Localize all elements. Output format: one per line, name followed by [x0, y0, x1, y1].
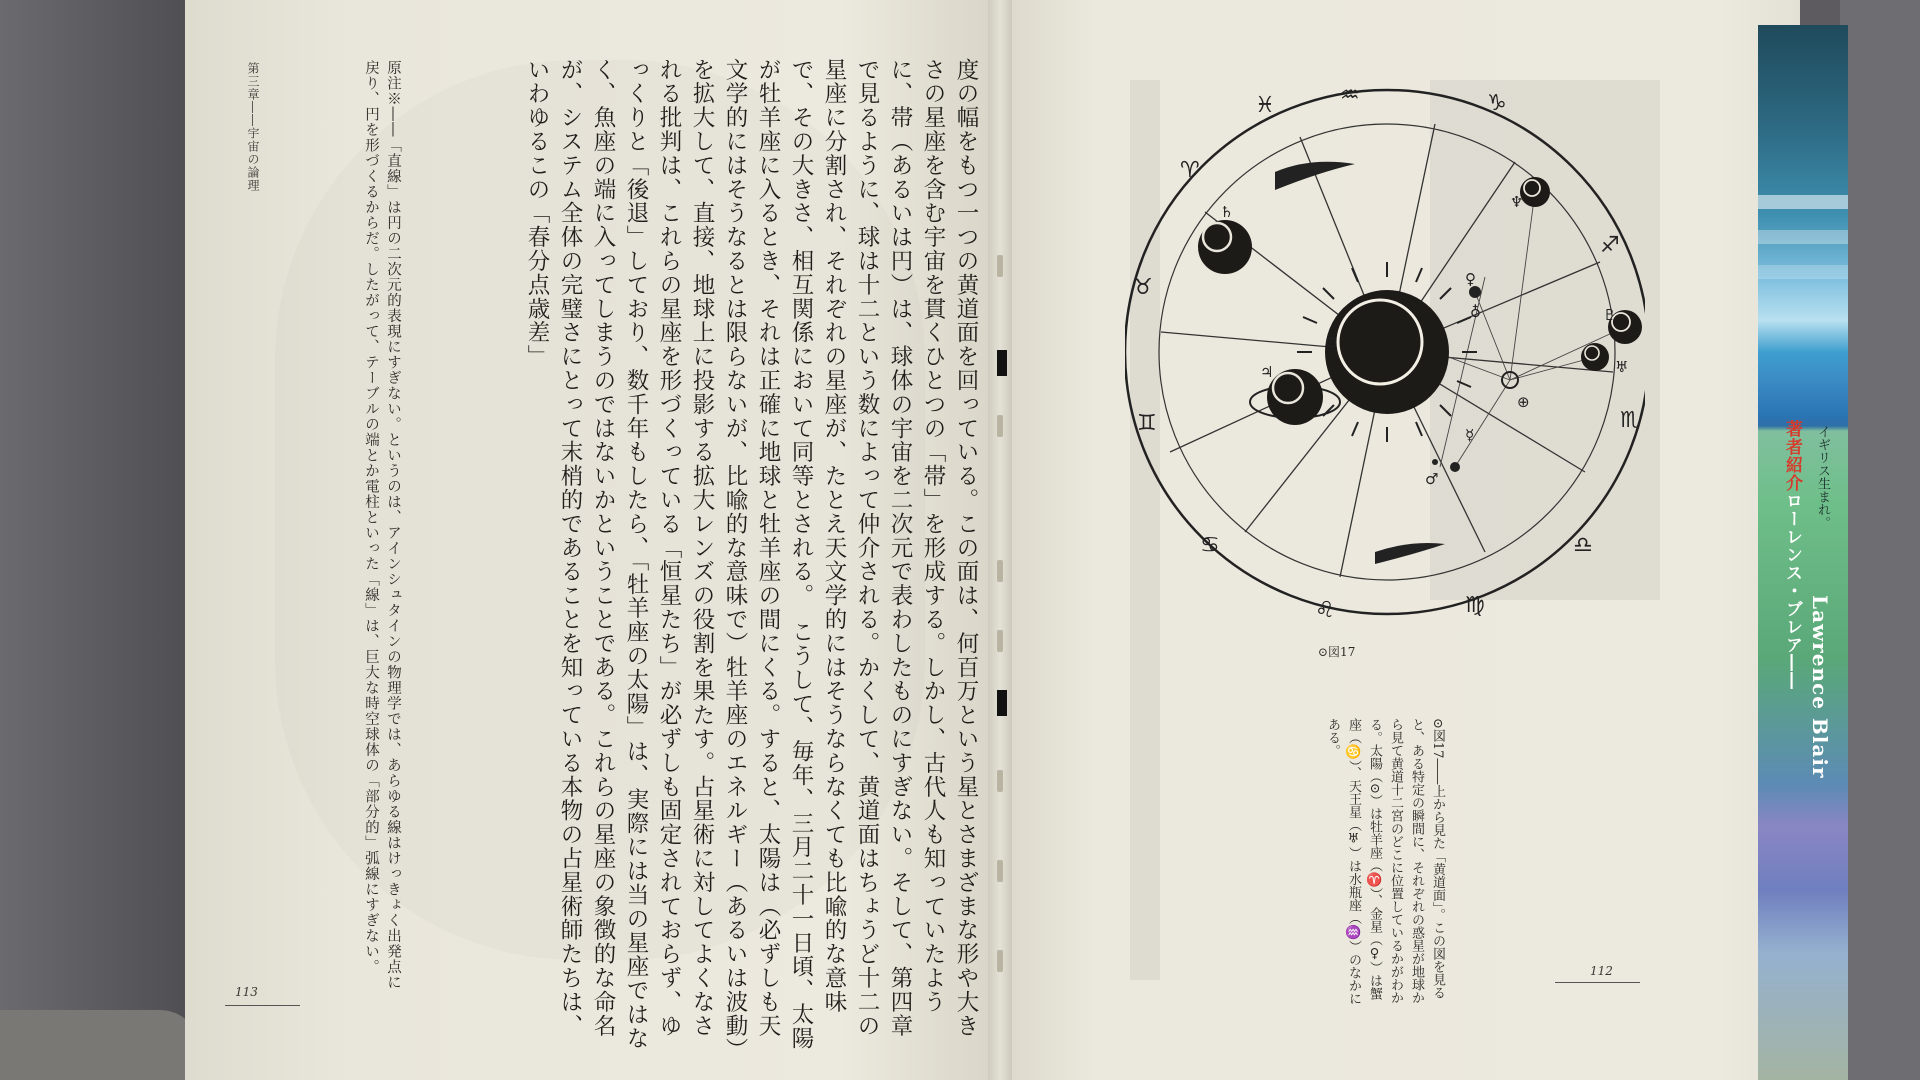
binding-thread	[997, 950, 1003, 972]
footnote-text: 原注※――「直線」は円の二次元的表現にすぎない。というのは、アインシュタインの物理学では、あらゆる線はけっきょく出発点に戻り、円を形づくるからだ。したがって、テーブルの端とか電柱といった「線」は、巨大な時空球体の「部分的」弧線にすぎない。	[363, 60, 401, 990]
author-label: 著者紹介	[1782, 420, 1802, 492]
desk-surface-right	[1840, 0, 1920, 1080]
page-number-right: 112	[1590, 964, 1613, 978]
body-text: 度の幅をもつ一つの黄道面を回っている。この面は、何百万という星とさまざまな形や大きさの星座を含む宇宙を貫くひとつの「帯」を形成する。しかし、古代人も知っていたように、帯（あるいは円）は、球体の宇宙を二次元で表わしたものにすぎない。そして、第四章で見るように、球は十二という数によって仲介される。かくして、黄道面はちょうど十二の星座に分割され、それぞれの星座が、たとえ天文学的にはそうならなくても比喩的な意味で、その大きさ、相互関係において同等とされる。 こうして、毎年、三月二十一日頃、太陽が牡羊座に入るとき、それは正確に地球と牡羊座の間にくる。すると、太陽は（必ずしも天文学的にはそうなるとは限らないが、比喩的な意味で）牡羊座のエネルギー（あるいは波動）を拡大して、直接、地球上に投影する拡大レンズの役割を果たす。占星術に対してよくなされる批判は、これらの星座を形づくっている「恒星たち」が必ずしも固定されておらず、ゆっくりと「後退」しており、数千年もしたら、「牡羊座の太陽」は、実際には当の星座ではなく、魚座の端に入ってしまうのではないかということである。これらの星座の象徴的な命名が、システム全体の完璧さにとって末梢的であることを知っている本物の占星術師たちは、いわゆるこの「春分点歳差」	[524, 58, 979, 1051]
venus-icon: ♀	[1465, 270, 1476, 288]
binding-thread	[997, 860, 1003, 882]
mars-point	[1432, 459, 1438, 465]
desk-surface-left	[0, 0, 190, 1080]
neptune-icon: ♆	[1510, 193, 1524, 211]
sun-icon: ⊙	[1325, 333, 1338, 351]
binding-thread	[997, 255, 1003, 277]
figure-label: ⊙図17	[1318, 645, 1356, 659]
zodiac-libra-icon: ♎	[1573, 533, 1593, 558]
zodiac-cancer-icon: ♋	[1200, 533, 1220, 558]
open-book	[185, 0, 1845, 1080]
jupiter-icon: ♃	[1260, 363, 1274, 381]
binding-thread	[997, 770, 1003, 792]
figure-caption: ⊙図17――上から見た「黄道面」。この図を見ると、ある特定の瞬間に、それぞれの惑星が地球から見て黄道十二宮のどこに位置しているかがわかる。太陽（⊙）は牡羊座（♈）、金星（♀）は蟹座（♋）、天王星（♅）は水瓶座（♒）のなかにある。	[1325, 718, 1445, 1006]
zodiac-pisces-icon: ♓	[1255, 93, 1275, 118]
zodiac-sagittarius-icon: ♐	[1600, 233, 1620, 258]
running-head: 第三章――宇宙の論理	[246, 62, 260, 192]
earth-icon: ⊕	[1517, 393, 1530, 411]
author-name-jp: ローレンス・ブレア――	[1782, 492, 1802, 690]
binding-thread	[997, 560, 1003, 582]
zodiac-virgo-icon: ♍	[1465, 593, 1485, 618]
book-jacket-flap	[1758, 25, 1848, 1080]
right-page	[1000, 0, 1800, 1080]
binding-tab	[997, 350, 1007, 376]
comet-top	[1275, 162, 1355, 190]
sun-body	[1325, 290, 1449, 414]
earth-alt-icon: ♁	[1470, 303, 1481, 321]
uranus-icon: ♅	[1615, 358, 1629, 376]
binding-tab	[997, 690, 1007, 716]
zodiac-taurus-icon: ♉	[1133, 275, 1153, 300]
author-heading	[1780, 420, 1805, 690]
zodiac-aquarius-icon: ♒	[1340, 83, 1360, 108]
saturn-icon: ♄	[1220, 203, 1234, 221]
mars-icon: ♂	[1425, 470, 1439, 488]
folio-rule-left	[225, 1005, 300, 1006]
book-gutter	[988, 0, 1012, 1080]
zodiac-aries-icon: ♈	[1180, 158, 1200, 183]
zodiac-capricorn-icon: ♑	[1487, 91, 1507, 116]
zodiac-svg	[1125, 72, 1645, 632]
cover-stripe	[1758, 230, 1848, 244]
cloth-corner	[0, 1010, 200, 1080]
page-number-left: 113	[235, 985, 258, 999]
zodiac-leo-icon: ♌	[1315, 598, 1335, 623]
zodiac-diagram	[1125, 72, 1645, 632]
author-bio: イギリス生まれ。	[1815, 425, 1830, 529]
mercury-icon: ☿	[1465, 426, 1475, 444]
author-name-en: Lawrence Blair	[1808, 595, 1832, 779]
zodiac-gemini-icon: ♊	[1137, 411, 1157, 436]
mercury-point	[1450, 462, 1460, 472]
binding-thread	[997, 415, 1003, 437]
binding-thread	[997, 630, 1003, 652]
zodiac-scorpio-icon: ♏	[1620, 408, 1640, 433]
pluto-icon: ♇	[1603, 306, 1617, 324]
cover-stripe	[1758, 265, 1848, 279]
left-page	[185, 0, 1005, 1080]
cover-stripe	[1758, 195, 1848, 209]
folio-rule-right	[1555, 982, 1640, 983]
comet-bottom	[1375, 543, 1445, 564]
